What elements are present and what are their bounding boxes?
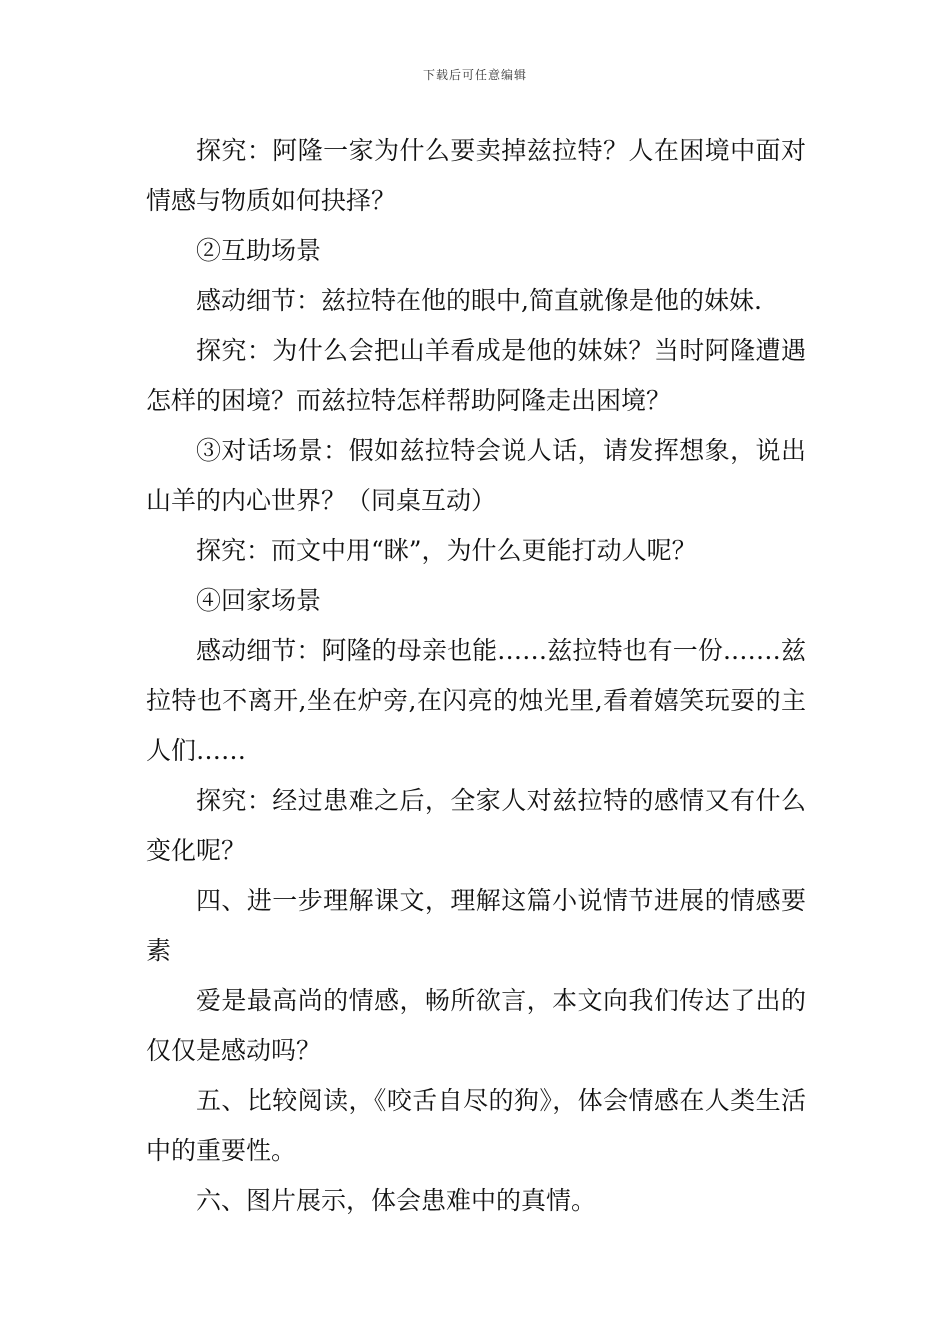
paragraph-inquiry-mie: 探究：而文中用“眯”，为什么更能打动人呢？ [196, 536, 697, 565]
paragraph-section-six: 六、图片展示，体会患难中的真情。 [196, 1186, 597, 1215]
paragraph-section-four: 四、进一步理解课文，理解这篇小说情节进展的情感要素 [146, 886, 806, 965]
paragraph-dialogue-scene: ③对话场景：假如兹拉特会说人话，请发挥想象，说出山羊的内心世界？（同桌互动） [146, 436, 806, 515]
paragraph-section-five: 五、比较阅读，《咬舌自尽的狗》，体会情感在人类生活中的重要性。 [146, 1086, 806, 1165]
page-header-note: 下载后可任意编辑 [422, 68, 527, 82]
paragraph-touching-detail-home: 感动细节：阿隆的母亲也能……兹拉特也有一份.……兹拉特也不离开,坐在炉旁,在闪亮的烛光里,看着嬉笑玩耍的主人们…… [146, 636, 806, 765]
paragraph-inquiry-sister: 探究：为什么会把山羊看成是他的妹妹？当时阿隆遭遇怎样的困境？而兹拉特怎样帮助阿隆走出困境？ [146, 336, 806, 415]
paragraph-touching-detail-sister: 感动细节：兹拉特在他的眼中,简直就像是他的妹妹. [196, 286, 762, 315]
paragraph-inquiry-family-change: 探究：经过患难之后，全家人对兹拉特的感情又有什么变化呢？ [146, 786, 806, 865]
paragraph-heading-mutual-help: ②互助场景 [196, 236, 322, 265]
document-body [146, 126, 806, 1226]
paragraph-love-discussion: 爱是最高尚的情感，畅所欲言，本文向我们传达了出的仅仅是感动吗？ [146, 986, 806, 1065]
paragraph-heading-return-home: ④回家场景 [196, 586, 322, 615]
paragraph-inquiry-sell-goat: 探究：阿隆一家为什么要卖掉兹拉特？人在困境中面对情感与物质如何抉择？ [146, 136, 806, 215]
